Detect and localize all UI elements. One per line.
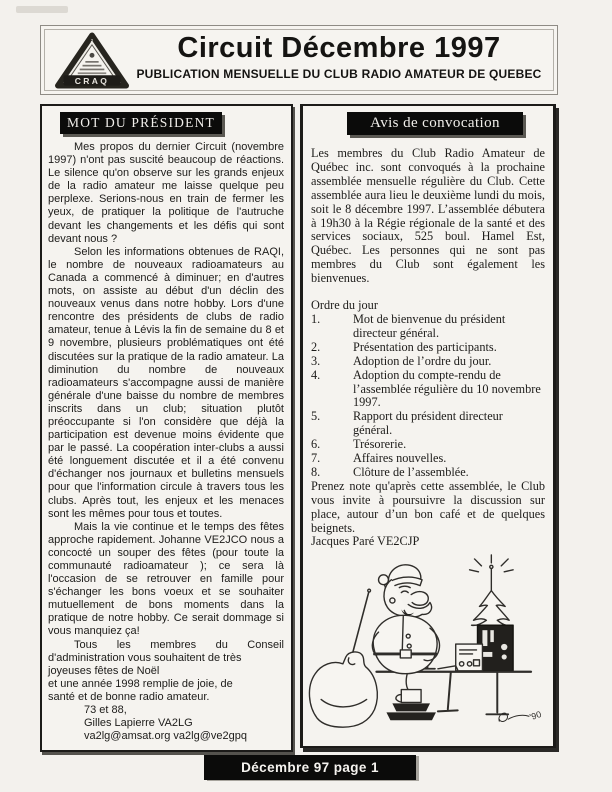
convocation-signature: Jacques Paré VE2CJP	[311, 534, 420, 549]
masthead	[40, 25, 558, 95]
agenda-text: Adoption du compte-rendu de l’assemblée régulière du 10 novembre 1997.	[353, 367, 541, 410]
agenda-item	[311, 466, 545, 480]
scan-artifact	[16, 6, 68, 13]
agenda-number: 7.	[311, 451, 321, 466]
closing-line: joyeuses fêtes de Noël	[48, 664, 160, 677]
signature-year: '90	[528, 709, 543, 723]
president-paragraph-2: Selon les informations obtenues de RAQI, le nombre de nouveaux radioamateurs au Canada a commencé à diminuer; en d'autres mots, on assiste au début d'un déclin des nouveaux venus dans notre hobby. Lors d'une rencontre des présidents de clubs de radio amateur, tenue à Lévis la fin de semaine du 8 et 9 novembre, plusieurs problématiques ont été discutées sur la pratique de la radio amateur. La diminution du nombre de nouveaux radioamateurs s'accompagne aussi de manière générale d'une baisse du nombre de membres inscrits dans un club; situation plutôt préoccupante si l'on considère que déjà la participation est devenue moins évidente que par le passé. La coopération inter-clubs a aussi été longuement discutée et il a été convenu d'échanger nos journaux et bulletins mensuels pour que l'information circule à travers tous les clubs. Après tout, les enjeux et les menaces sont les mêmes pour tous et toutes.	[48, 245, 284, 520]
convocation-section	[300, 104, 556, 748]
santa-radio-cartoon	[305, 553, 553, 743]
agenda-number: 3.	[311, 353, 321, 368]
gift-sack-icon	[309, 652, 377, 727]
agenda-item	[311, 313, 545, 341]
agenda-number: 8.	[311, 464, 321, 479]
signature-name: Gilles Lapierre VA2LG	[84, 717, 193, 730]
agenda-text: Mot de bienvenue du président directeur général.	[353, 311, 506, 340]
agenda-item	[311, 410, 545, 438]
agenda-item	[311, 369, 545, 411]
president-paragraph-4: Tous les membres du Conseil d'administration vous souhaitent de très	[48, 638, 284, 664]
agenda-text: Adoption de l’ordre du jour.	[353, 353, 492, 368]
santa-body	[373, 615, 437, 673]
logo-top-mark: 2	[90, 39, 94, 45]
christmas-tree-icon	[472, 591, 512, 626]
whip-antenna-icon	[351, 593, 369, 660]
transceiver-icon	[456, 644, 483, 671]
page-footer-bar	[204, 755, 416, 780]
agenda-number: 5.	[311, 409, 321, 424]
signature-emails: va2lg@amsat.org va2lg@ve2gpq	[84, 730, 247, 743]
agenda-text: Affaires nouvelles.	[353, 451, 447, 466]
closing-line: et une année 1998 remplie de joie, de	[48, 677, 233, 690]
president-body	[42, 134, 291, 743]
agenda-number: 4.	[311, 367, 321, 382]
agenda-item	[311, 355, 545, 369]
president-section	[40, 104, 293, 752]
agenda-number: 2.	[311, 339, 321, 354]
logo-text: CRAQ	[74, 75, 110, 86]
signature-line: 73 et 88,	[84, 704, 127, 717]
president-paragraph-3: Mais la vie continue et le temps des fêtes approche rapidement. Johanne VE2JCO nous a concocté un souper des fêtes (pour toute la communauté radioamateur ); ce sera là l'occasion de se retrouver en famille pour s'échanger les bons voeux et se souhaiter mutuellement de bons moments dans la pratique de notre hobby. Ce serait dommage si vous manquiez ça!	[48, 520, 284, 638]
agenda-item	[311, 452, 545, 466]
agenda-item	[311, 438, 545, 452]
convocation-heading-label: Avis de convocation	[370, 115, 500, 131]
page-footer-label: Décembre 97 page 1	[241, 760, 379, 775]
agenda-item	[311, 341, 545, 355]
convocation-note: Prenez note qu'après cette assemblée, le Club vous invite à poursuivre la discussion sur place, autour d’un bon café et de quelques beignets.	[311, 478, 545, 535]
agenda-text: Rapport du président directeur général.	[353, 409, 503, 438]
president-heading-label: MOT DU PRÉSIDENT	[67, 115, 215, 130]
closing-line: santé et de bonne radio amateur.	[48, 690, 210, 703]
newsletter-title: Circuit Décembre 1997	[177, 32, 501, 64]
convocation-body	[303, 135, 553, 549]
convocation-heading-bar	[347, 112, 523, 135]
stool	[401, 690, 421, 703]
masthead-frame	[44, 29, 554, 91]
agenda-number: 1.	[311, 311, 321, 326]
president-paragraph-1: Mes propos du dernier Circuit (novembre 1997) n'ont pas suscité beaucoup de réactions. Le silence qu'on observe sur les grands enjeux de la radio amateur me laisse quelque peu perplexe. Serions-nous en train de fermer les yeux, de pratiquer la politique de l'autruche devant les changements et les défis qui sont devant nous ?	[48, 141, 284, 245]
agenda-text: Trésorerie.	[353, 437, 407, 452]
president-heading-bar	[60, 112, 222, 134]
agenda-text: Clôture de l’assemblée.	[353, 464, 469, 479]
convocation-intro: Les membres du Club Radio Amateur de Québec inc. sont convoqués à la prochaine assemblée mensuelle régulière du Club. Cette assemblée aura lieu le deuxième lundi du mois, soit le 8 décembre 1997. L’assemblée débutera à 19h30 à la Régie régionale de la santé et des services sociaux, 525 boul. Hamel Est, Québec. Les personnes qui ne sont pas membres du Club sont également les bienvenues.	[311, 146, 545, 286]
agenda-text: Présentation des participants.	[353, 339, 497, 354]
agenda-title: Ordre du jour	[311, 298, 378, 313]
craq-club-logo-icon	[55, 31, 129, 91]
agenda-number: 6.	[311, 437, 321, 452]
newsletter-subtitle: PUBLICATION MENSUELLE DU CLUB RADIO AMATEUR DE QUEBEC	[136, 67, 542, 81]
